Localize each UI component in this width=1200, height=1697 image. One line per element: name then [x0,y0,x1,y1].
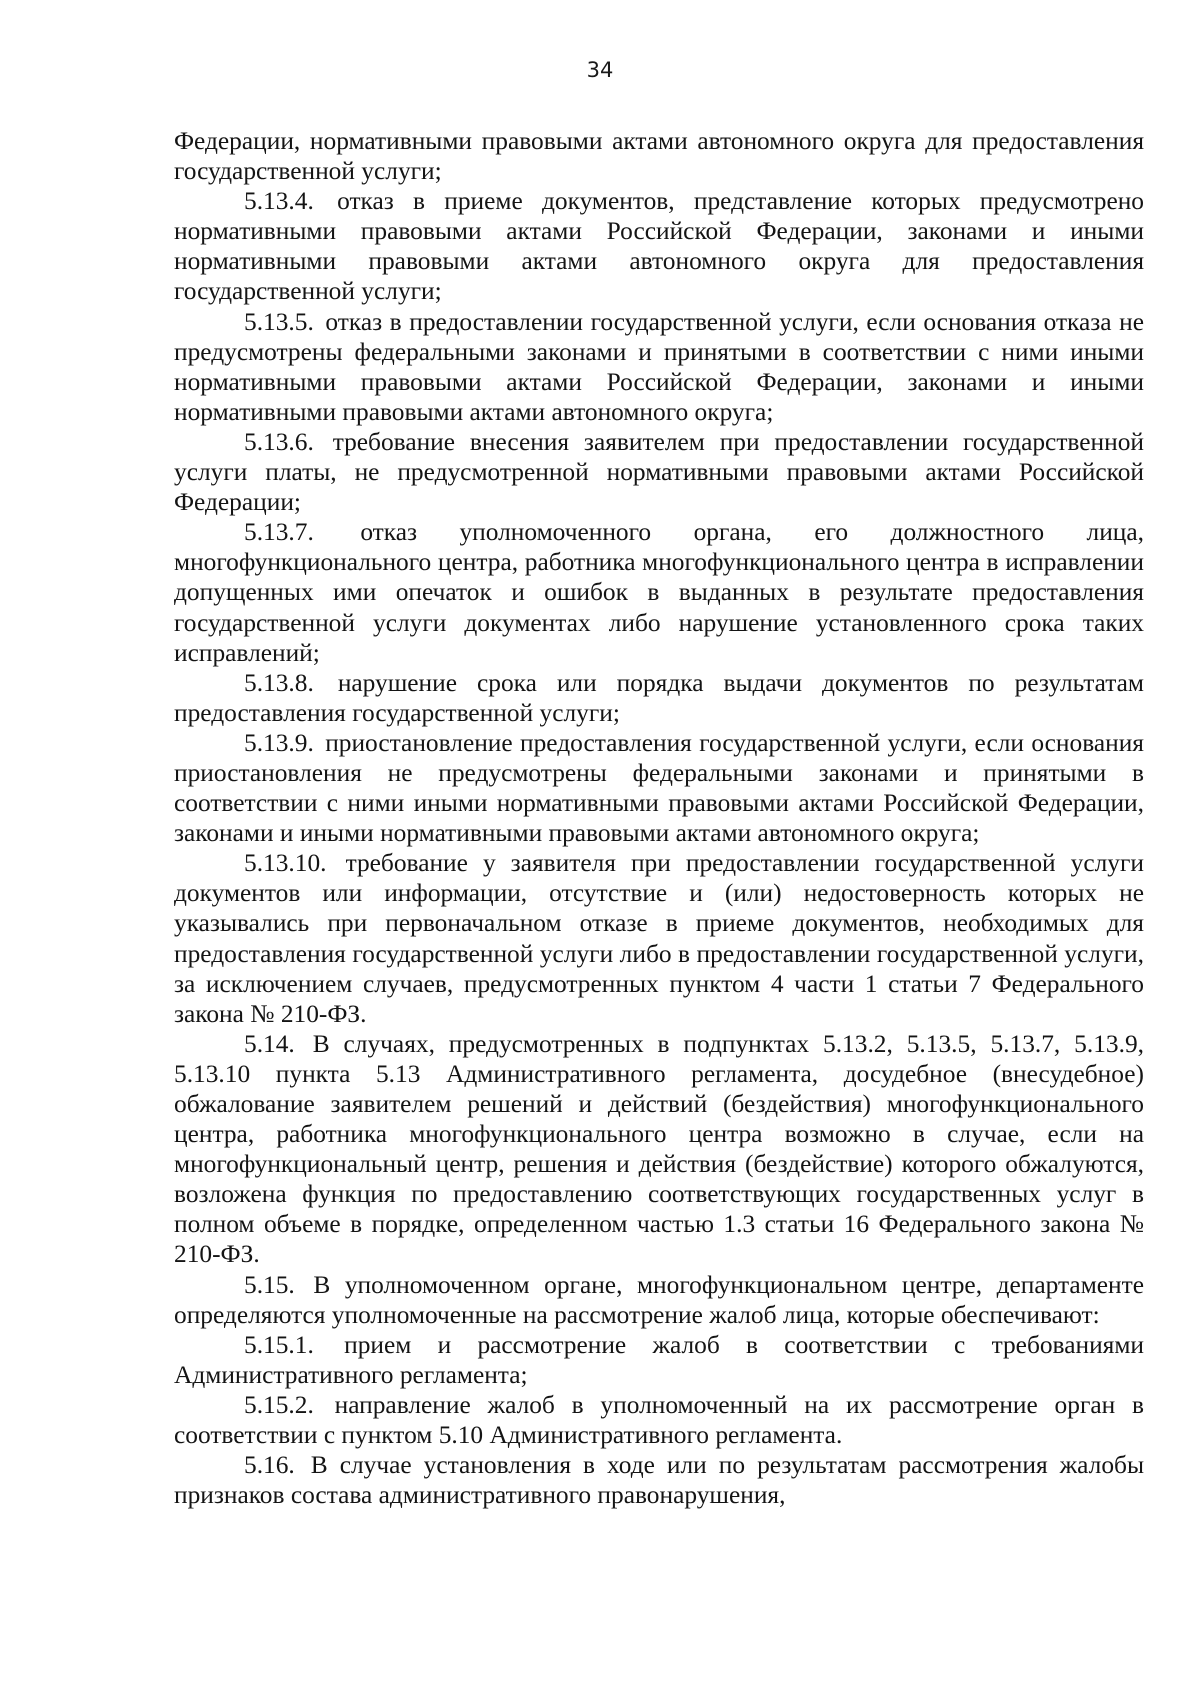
paragraph-text: требование у заявителя при предоставлении государственной услуги документов или информации, отсутствие и (или) недостоверность которых не указывались при первоначальном отказе в приеме документов, необходимых для предоставления государственной услуги либо в предоставлении государственной услуги, за исключением случаев, предусмотренных пунктом 4 части 1 статьи 7 Федерального закона № 210-ФЗ. [174,849,1144,1028]
paragraph [174,728,1144,848]
clause-number: 5.15.2. [244,1390,314,1419]
clause-number: 5.15. [244,1270,295,1299]
page-number: 34 [586,58,614,82]
paragraph [174,848,1144,1029]
paragraph-text: В уполномоченном органе, многофункциональном центре, департаменте определяются уполномоченные на рассмотрение жалоб лица, которые обеспечивают: [174,1270,1144,1329]
paragraph-text: нарушение срока или порядка выдачи документов по результатам предоставления государственной услуги; [174,668,1144,727]
paragraph [174,668,1144,728]
paragraph [174,1330,1144,1390]
paragraph-text: прием и рассмотрение жалоб в соответствии с требованиями Административного регламента; [174,1330,1144,1389]
paragraph [174,1450,1144,1510]
paragraph-text: направление жалоб в уполномоченный на их рассмотрение орган в соответствии с пунктом 5.10 Административного регламента. [174,1390,1144,1450]
paragraph-text: отказ в приеме документов, представление которых предусмотрено нормативными правовыми актами Российской Федерации, законами и иными нормативными правовыми актами автономного округа для предоставления государственной услуги; [174,187,1144,306]
clause-number: 5.15.1. [244,1330,314,1359]
paragraph [174,126,1144,186]
clause-number: 5.14. [244,1029,295,1058]
paragraph-text: В случаях, предусмотренных в подпунктах 5.13.2, 5.13.5, 5.13.7, 5.13.9, 5.13.10 пункта 5.13 Административного регламента, досудебное (внесудебное) обжалование заявителем решений и действий (бездействия) многофункционального центра, работника многофункционального центра возможно в случае, если на многофункциональный центр, решения и действия (бездействие) которого обжалуются, возложена функция по предоставлению соответствующих государственных услуг в полном объеме в порядке, определенном частью 1.3 статьи 16 Федерального закона № 210-ФЗ. [174,1029,1144,1269]
paragraph [174,1029,1144,1270]
clause-number: 5.13.10. [244,849,327,878]
document-body [174,126,1144,1510]
clause-number: 5.13.7. [244,518,314,547]
paragraph-text: требование внесения заявителем при предоставлении государственной услуги платы, не предусмотренной нормативными правовыми актами Российской Федерации; [174,427,1144,517]
clause-number: 5.13.5. [244,307,314,336]
paragraph-text: отказ уполномоченного органа, его должностного лица, многофункционального центра, работника многофункционального центра в исправлении допущенных ими опечаток и ошибок в выданных в результате предоставления государственной услуги документах либо нарушение установленного срока таких исправлений; [174,518,1145,667]
paragraph [174,307,1144,427]
clause-number: 5.16. [244,1451,295,1480]
clause-number: 5.13.6. [244,427,314,456]
paragraph-text: В случае установления в ходе или по результатам рассмотрения жалобы признаков состава административного правонарушения, [174,1451,1144,1510]
paragraph-text: приостановление предоставления государственной услуги, если основания приостановления не предусмотрены федеральными законами и принятыми в соответствии с ними иными нормативными правовыми актами Российской Федерации, законами и иными нормативными правовыми актами автономного округа; [174,728,1144,848]
paragraph-text: Федерации, нормативными правовыми актами автономного округа для предоставления государственной услуги; [174,127,1144,186]
paragraph [174,1390,1144,1450]
clause-number: 5.13.4. [244,187,314,216]
paragraph [174,1270,1144,1330]
clause-number: 5.13.9. [244,728,314,757]
paragraph-text: отказ в предоставлении государственной услуги, если основания отказа не предусмотрены федеральными законами и принятыми в соответствии с ними иными нормативными правовыми актами Российской Федерации, законами и иными нормативными правовыми актами автономного округа; [174,307,1144,426]
paragraph [174,517,1144,667]
paragraph [174,186,1144,306]
paragraph [174,427,1144,517]
clause-number: 5.13.8. [244,668,314,697]
